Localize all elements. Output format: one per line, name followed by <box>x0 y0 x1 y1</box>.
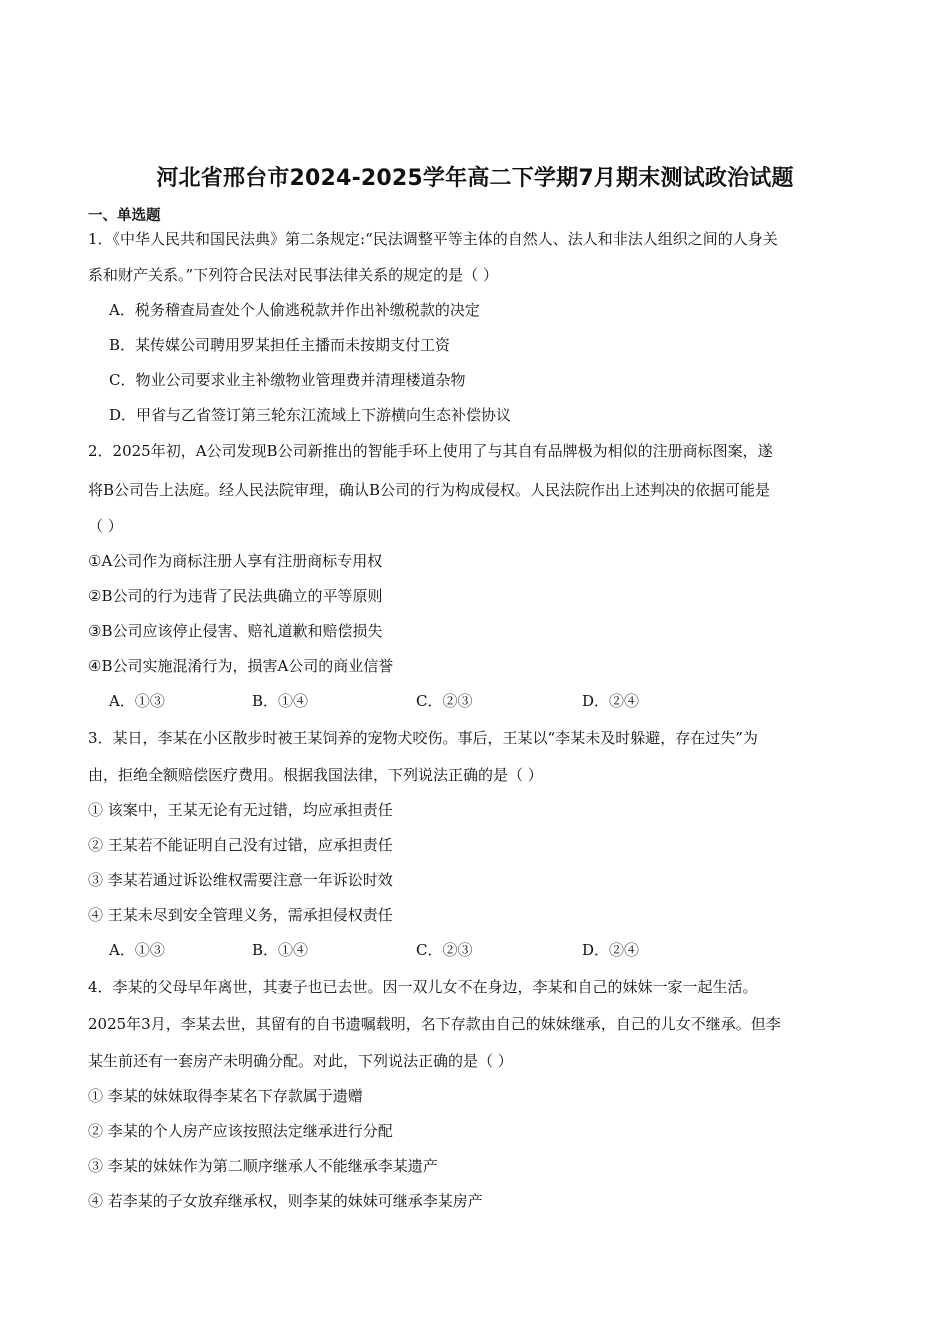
question-4-item-1: ① 李某的妹妹取得李某名下存款属于遗赠 <box>88 1087 363 1105</box>
section-heading: 一、单选题 <box>88 208 161 224</box>
question-2-stem: 将B公司告上法庭。经人民法院审理，确认B公司的行为构成侵权。人民法院作出上述判决的依据可能是 <box>88 481 771 499</box>
question-2-choice-c: C．②③ <box>416 692 473 710</box>
question-3-stem: 3．某日，李某在小区散步时被王某饲养的宠物犬咬伤。事后，王某以“李某未及时躲避，存在过失”为 <box>88 729 758 747</box>
question-3-item-2: ② 王某若不能证明自己没有过错，应承担责任 <box>88 836 393 854</box>
question-2-stem: （ ） <box>88 517 123 535</box>
question-3-item-4: ④ 王某未尽到安全管理义务，需承担侵权责任 <box>88 906 393 924</box>
question-1-option-c: C．物业公司要求业主补缴物业管理费并清理楼道杂物 <box>109 371 466 389</box>
question-3-item-1: ① 该案中，王某无论有无过错，均应承担责任 <box>88 801 393 819</box>
page-title: 河北省邢台市2024-2025学年高二下学期7月期末测试政治试题 <box>156 166 794 191</box>
question-1-stem: 1．《中华人民共和国民法典》第二条规定:“民法调整平等主体的自然人、法人和非法人组织之间的人身关 <box>88 230 778 248</box>
question-4-item-3: ③ 李某的妹妹作为第二顺序继承人不能继承李某遗产 <box>88 1157 438 1175</box>
question-2-item-3: ③B公司应该停止侵害、赔礼道歉和赔偿损失 <box>88 622 383 640</box>
question-1-option-d: D．甲省与乙省签订第三轮东江流域上下游横向生态补偿协议 <box>109 406 512 424</box>
question-3-stem: 由，拒绝全额赔偿医疗费用。根据我国法律，下列说法正确的是（ ） <box>88 766 543 784</box>
question-2-stem: 2．2025年初，A公司发现B公司新推出的智能手环上使用了与其自有品牌极为相似的注册商标图案，遂 <box>88 442 773 460</box>
question-1-stem: 系和财产关系。”下列符合民法对民事法律关系的规定的是（ ） <box>88 266 498 284</box>
question-2-choice-a: A．①③ <box>109 692 165 710</box>
question-4-stem: 4．李某的父母早年离世，其妻子也已去世。因一双儿女不在身边，李某和自己的妹妹一家一起生活。 <box>88 978 758 996</box>
question-3-choice-d: D．②④ <box>582 941 640 959</box>
question-4-stem: 某生前还有一套房产未明确分配。对此，下列说法正确的是（ ） <box>88 1052 513 1070</box>
question-4-stem: 2025年3月，李某去世，其留有的自书遗嘱载明，名下存款由自己的妹妹继承，自己的儿女不继承。但李 <box>88 1015 781 1033</box>
question-3-choice-b: B．①④ <box>252 941 309 959</box>
question-1-option-a: A．税务稽查局查处个人偷逃税款并作出补缴税款的决定 <box>109 301 480 319</box>
question-4-item-2: ② 李某的个人房产应该按照法定继承进行分配 <box>88 1122 393 1140</box>
question-2-item-1: ①A公司作为商标注册人享有注册商标专用权 <box>88 552 383 570</box>
question-2-item-2: ②B公司的行为违背了民法典确立的平等原则 <box>88 587 383 605</box>
question-4-item-4: ④ 若李某的子女放弃继承权，则李某的妹妹可继承李某房产 <box>88 1192 483 1210</box>
question-2-choice-b: B．①④ <box>252 692 309 710</box>
question-2-choice-d: D．②④ <box>582 692 640 710</box>
question-3-choice-c: C．②③ <box>416 941 473 959</box>
question-3-choice-a: A．①③ <box>109 941 165 959</box>
question-1-option-b: B．某传媒公司聘用罗某担任主播而未按期支付工资 <box>109 336 451 354</box>
question-3-item-3: ③ 李某若通过诉讼维权需要注意一年诉讼时效 <box>88 871 393 889</box>
question-2-item-4: ④B公司实施混淆行为，损害A公司的商业信誉 <box>88 657 394 675</box>
